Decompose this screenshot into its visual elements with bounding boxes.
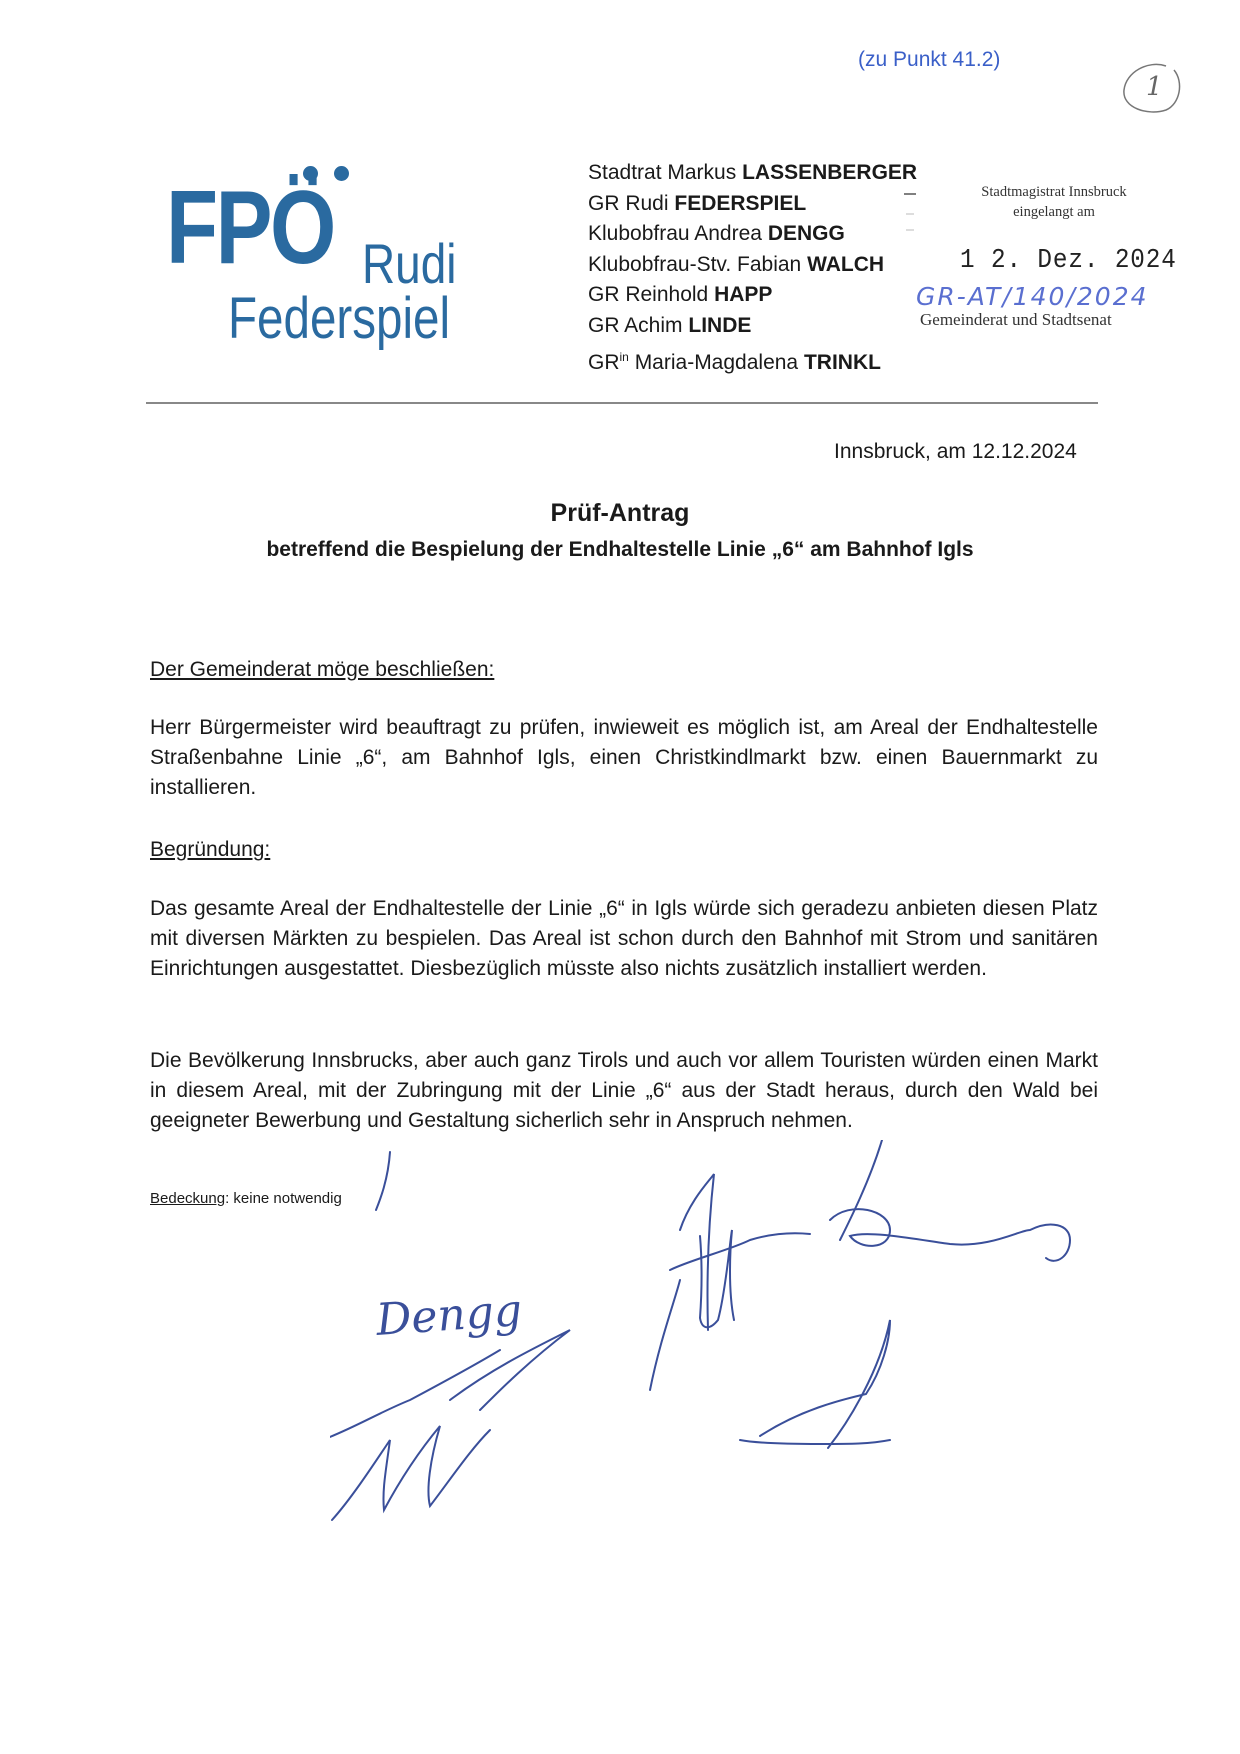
signature-stroke (330, 1350, 500, 1440)
document-subtitle: betreffend die Bespielung der Endhaltestelle Linie „6“ am Bahnhof Igls (266, 538, 974, 561)
reference-note: (zu Punkt 41.2) (858, 48, 1001, 71)
member-line: Stadtrat Markus LASSENBERGER (588, 161, 918, 184)
signature-stroke (680, 1174, 714, 1330)
member-line: GR Rudi FEDERSPIEL (588, 191, 807, 215)
receipt-stamp (910, 182, 1230, 342)
signature-stroke (670, 1233, 810, 1270)
reasoning-paragraph: Das gesamte Areal der Endhaltestelle der Linie „6“ in Igls würde sich geradezu anbieten diesen Platz mit diversen Märkten zu bespielen. Das Areal ist schon durch den Bahnhof mit Strom und sanitären Einrichtungen ausgestattet. Diesbezüglich müsste also nichts zusätzlich installiert werden. (150, 897, 1098, 980)
logo-last-name: Federspiel (228, 286, 451, 351)
signature-area (330, 1140, 1130, 1560)
stamp-date: 1 2. Dez. 2024 (960, 246, 1177, 276)
stamp-office: Stadtmagistrat Innsbruck eingelangt am (981, 184, 1127, 220)
signature-stroke (450, 1330, 570, 1410)
member-line: $GR^{in}$ Maria-Magdalena TRINKL (588, 349, 881, 374)
signature-stroke (740, 1440, 890, 1444)
member-line: GR Achim LINDE (588, 313, 752, 337)
header-divider (146, 402, 1098, 404)
resolution-text: Herr Bürgermeister wird beauftragt zu prüfen, inwieweit es möglich ist, am Areal der Endhaltestelle Straßenbahne Linie „6“, am Bahnhof Igls, einen Christkindlmarkt bzw. einen Bauernmarkt zu installieren. (150, 716, 1098, 799)
stamp-file-number: GR-AT/140/2024 (916, 282, 1149, 311)
member-list (588, 158, 917, 378)
stamp-department: Gemeinderat und Stadtsenat (920, 310, 1112, 329)
member-line: Klubobfrau-Stv. Fabian WALCH (588, 252, 885, 276)
umlaut-dot (334, 166, 349, 181)
page-number-marker (1118, 58, 1186, 118)
member-line: Klubobfrau Andrea DENGG (588, 222, 845, 246)
resolution-heading: Der Gemeinderat möge beschließen: (150, 658, 495, 681)
signature-stroke (760, 1320, 890, 1448)
logo-party: FPÖ (166, 170, 334, 286)
logo-first-name: Rudi (362, 232, 457, 295)
coverage-label: Bedeckung (150, 1190, 226, 1207)
signature-stroke (332, 1426, 490, 1520)
signature-stroke (840, 1140, 882, 1240)
reasoning-heading: Begründung: (150, 838, 271, 861)
stamp-border-marks (904, 192, 916, 232)
signature-stroke (700, 1230, 734, 1327)
coverage-value: : keine notwendig (225, 1190, 342, 1207)
signature-stroke (376, 1152, 390, 1210)
page-marker-number: 1 (1146, 72, 1163, 102)
reasoning-paragraph: Die Bevölkerung Innsbrucks, aber auch ganz Tirols und auch vor allem Touristen würden einen Markt in diesem Areal, mit der Zubringung mit der Linie „6“ aus der Stadt heraus, durch den Wald bei geeigneter Bewerbung und Gestaltung sicherlich sehr in Anspruch nehmen. (150, 1049, 1098, 1132)
coverage-note (150, 1190, 342, 1207)
document-title: Prüf-Antrag (550, 499, 690, 527)
party-logo (166, 166, 486, 366)
signature-stroke (650, 1280, 680, 1390)
signature-dengg: Dengg (374, 1284, 524, 1347)
place-date: Innsbruck, am 12.12.2024 (834, 440, 1077, 463)
signature-stroke (830, 1209, 1070, 1261)
member-line: GR Reinhold HAPP (588, 283, 773, 307)
